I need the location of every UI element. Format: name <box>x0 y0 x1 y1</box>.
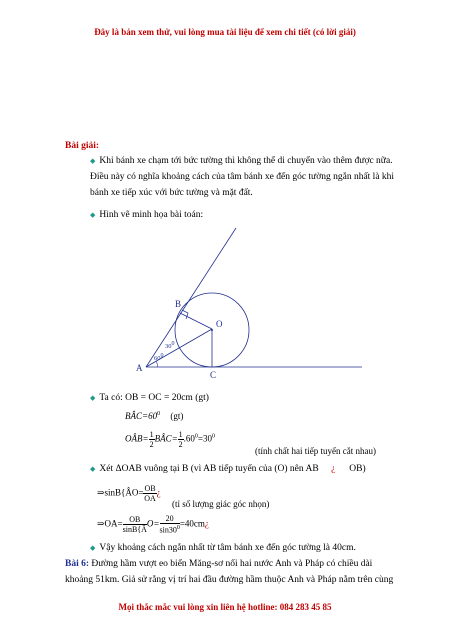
para1-line2: Điều này có nghĩa khoảng cách của tâm bánh xe đến góc tường ngắn nhất là khi <box>90 172 395 182</box>
gt-label: (gt) <box>170 411 184 421</box>
triangle-text: Xét ΔOAB vuông tại B (vì AB tiếp tuyến của (O) nên AB <box>99 464 319 474</box>
angle-label-30: $30^0$ <box>165 341 175 351</box>
given-text: Ta có: OB = OC = 20cm (gt) <box>99 393 209 403</box>
oa-lhs: ⇒OA= <box>97 518 123 529</box>
oa-line: ⇒OA= $\frac{OB}{\sin B\{Â}$ O= $\frac{20}{\sin 30^0}$ =40cm¿ <box>97 514 209 535</box>
bullet-icon: ◆ <box>90 394 96 402</box>
angle-OAB: OÂB= <box>125 433 149 444</box>
conclusion-text: Vậy khoảng cách ngắn nhất từ tâm bánh xe đến góc tường là 40cm. <box>99 543 356 553</box>
next-problem-line1 <box>65 557 421 572</box>
label-O: O <box>216 319 223 329</box>
para1-line3: bánh xe tiếp xúc với bức tường và mặt đất. <box>90 188 253 198</box>
figure-intro-text: Hình vẽ minh họa bài toán: <box>99 210 204 220</box>
given-line <box>90 391 209 406</box>
sin-note: (tỉ số lượng giác góc nhọn) <box>172 499 270 509</box>
para1-line1: Khi bánh xe chạm tới bức tường thì không thể di chuyển vào thêm được nữa. <box>99 156 393 166</box>
problem-label: Bài 6: <box>65 559 90 569</box>
segment-BO <box>180 313 212 329</box>
sin-lhs: ⇒sinB{ÂO= <box>97 487 144 498</box>
angle-label-60: $60^0$ <box>154 353 164 363</box>
tangent-note: (tính chất hai tiếp tuyến cắt nhau) <box>255 446 376 456</box>
label-B: B <box>175 299 182 309</box>
label-C: C <box>210 370 217 380</box>
conclusion-line <box>90 541 356 556</box>
oa-fraction-2: $\frac{20}{\sin 30^0}$ <box>159 514 180 535</box>
solution-heading: Bài giải: <box>65 141 100 151</box>
problem-line1: Đường hầm vượt eo biển Măng-sơ nối hai nước Anh và Pháp có chiều dài <box>91 559 373 569</box>
perpendicular-symbol: ¿ <box>331 464 336 474</box>
triangle-line: ◆ Xét ΔOAB vuông tại B (vì AB tiếp tuyến của (O) nên AB ¿ OB) <box>90 464 366 474</box>
center-point <box>211 329 213 331</box>
angle-BAC: BÂC=60 <box>125 411 158 421</box>
sin-line: ⇒sinB{ÂO= $\frac{OB}{OA}$ ¿ <box>97 484 161 503</box>
angle-BAC-line: $BÂC=60^0$ (gt) <box>125 411 184 421</box>
sin-fraction: $\frac{OB}{OA}$ <box>144 484 156 503</box>
bullet-icon: ◆ <box>90 157 96 165</box>
half-fraction: $\frac{1}{2}$ <box>149 430 154 449</box>
label-A: A <box>136 363 143 373</box>
preview-notice: Đây là bản xem thử, vui lòng mua tài liệu để xem chi tiết (có lời giải) <box>94 27 356 37</box>
bullet-icon: ◆ <box>90 211 96 219</box>
bullet-icon: ◆ <box>90 544 96 552</box>
ray-AB <box>146 228 236 367</box>
bullet-icon: ◆ <box>90 465 96 473</box>
next-problem-line2: khoảng 51km. Giả sử rằng vị trí hai đầu đường hầm thuộc Anh và Pháp nằm trên cùng <box>65 575 394 585</box>
footer-notice: Mọi thắc mắc vui lòng xin liên hệ hotline: 084 283 45 85 <box>118 602 332 612</box>
angle-OAB-line: OÂB= $\frac{1}{2}$ BÂC= $\frac{1}{2}$ $.60^0=30^0$ <box>125 430 215 449</box>
oa-fraction-1: $\frac{OB}{\sin B\{Â}$ <box>122 514 147 534</box>
